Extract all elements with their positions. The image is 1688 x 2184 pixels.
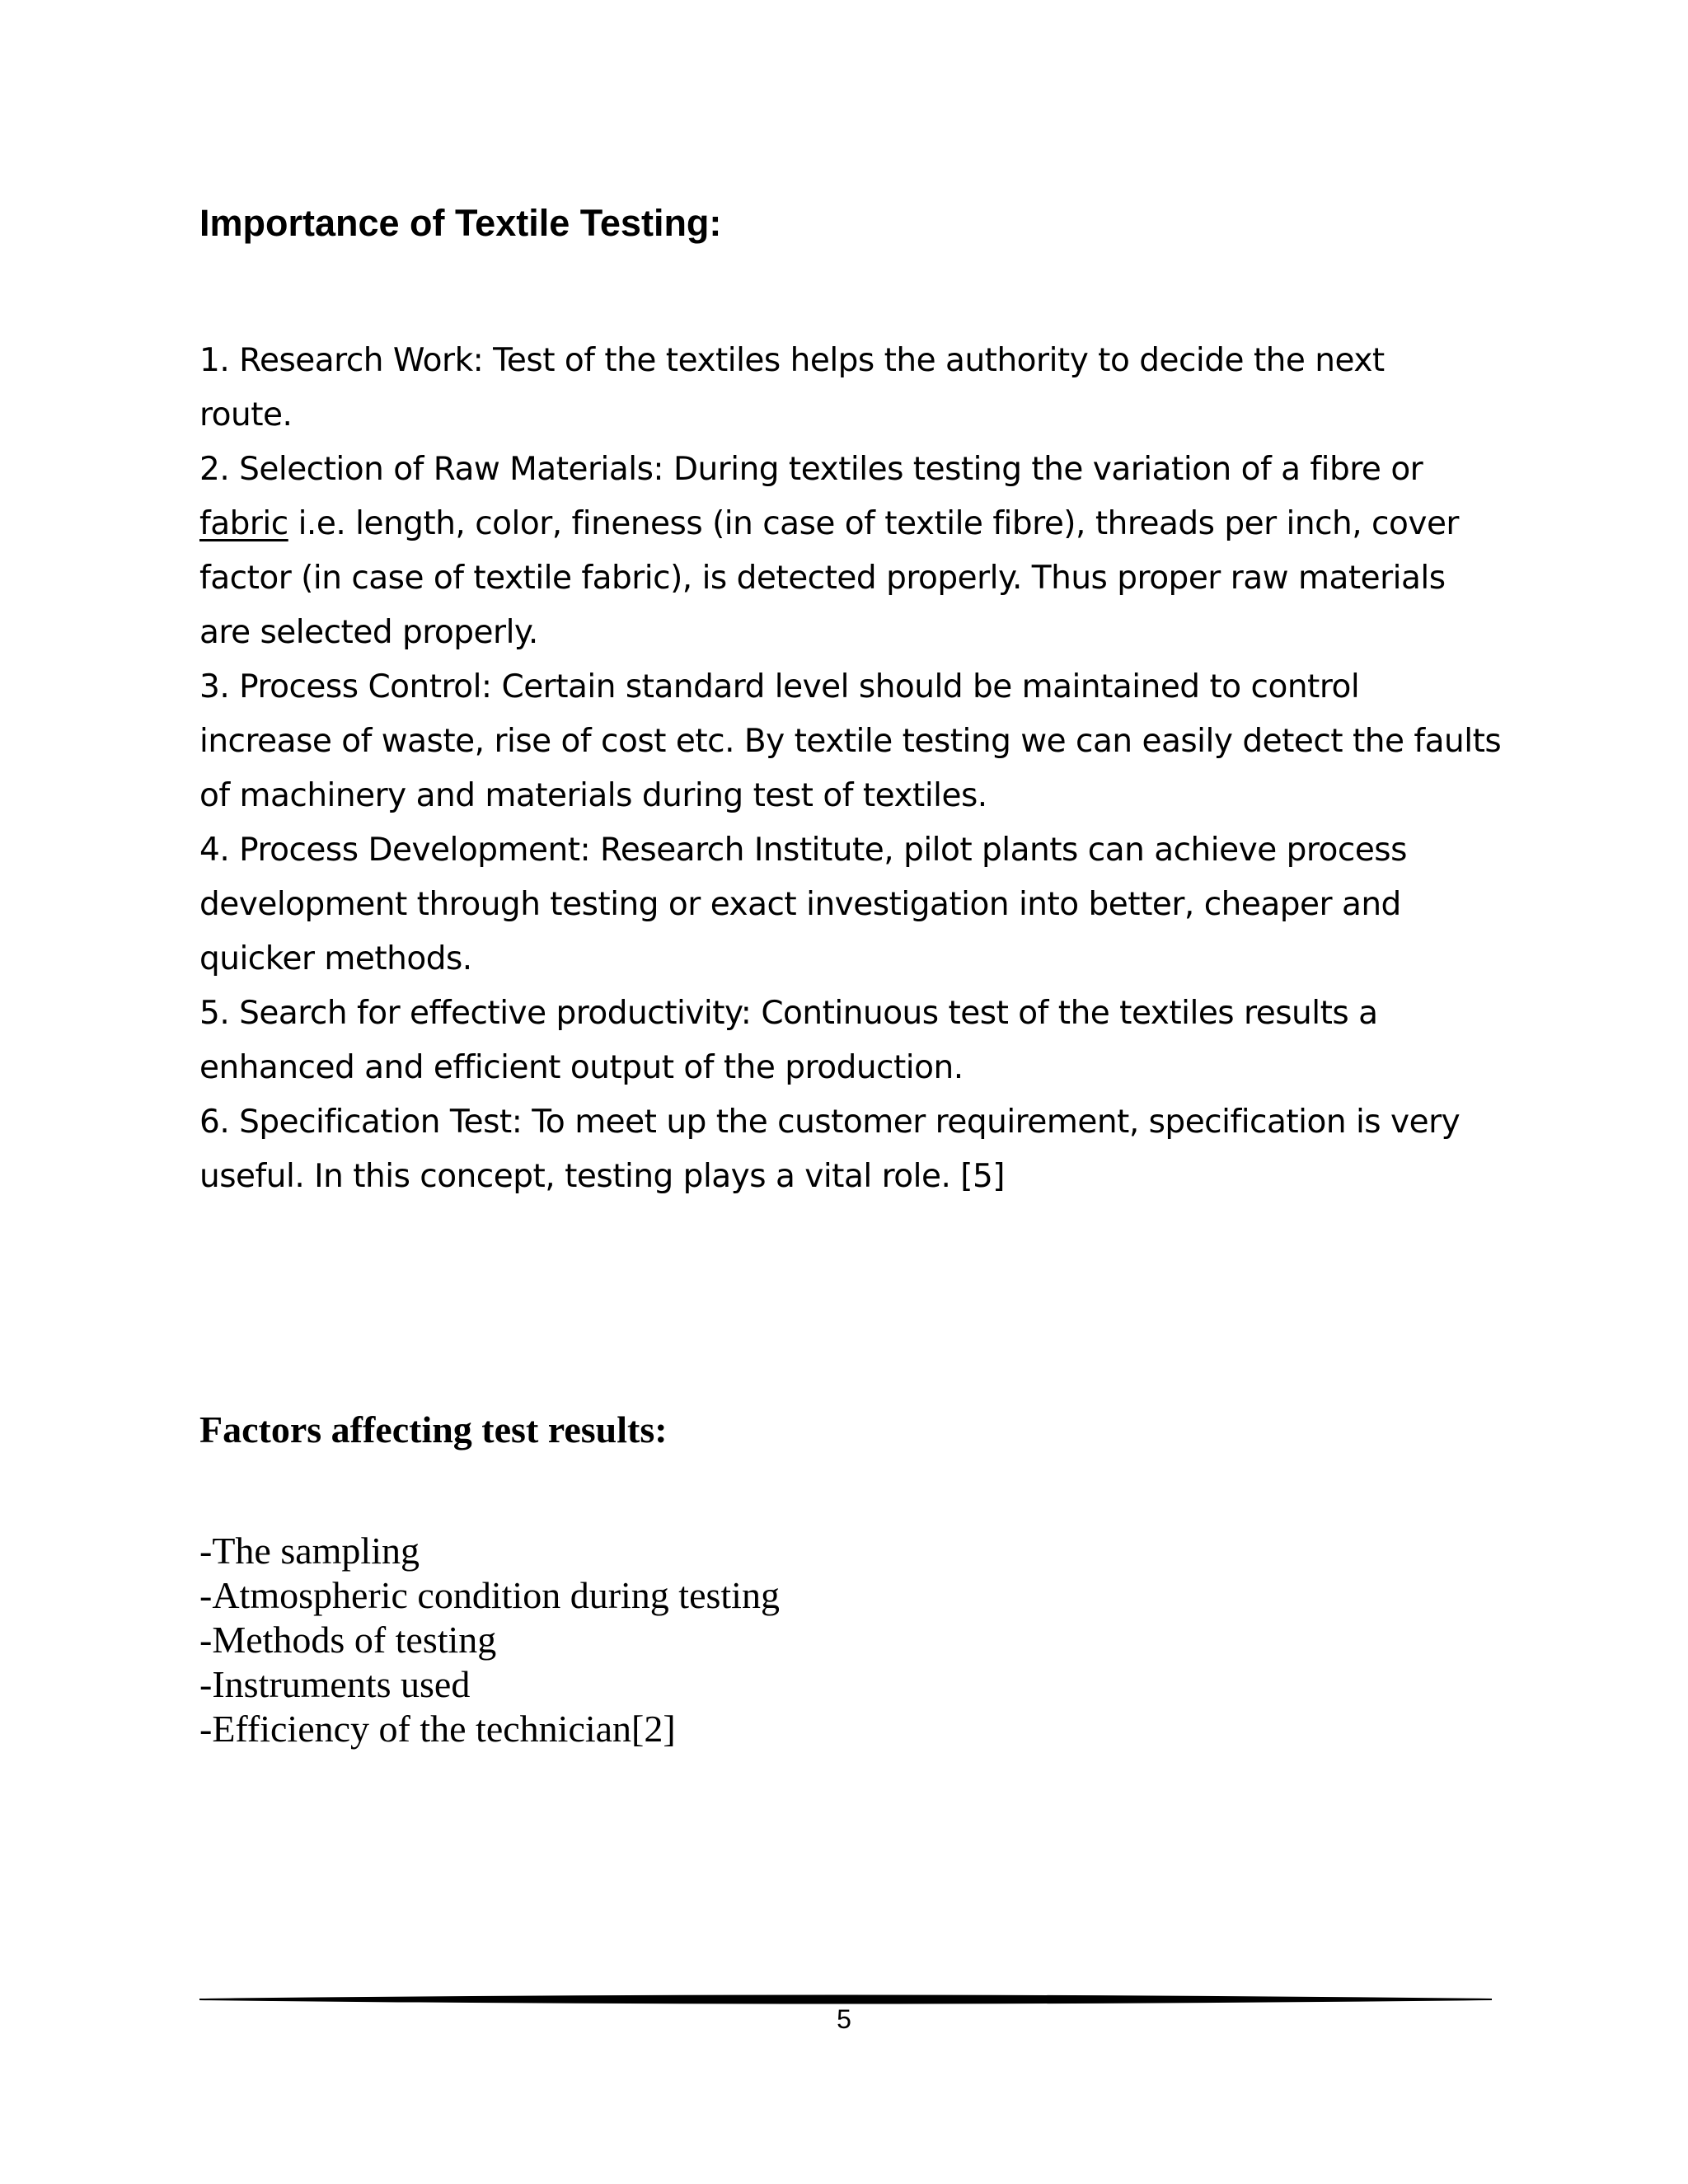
body-line-rest: i.e. length, color, fineness (in case of textile fibre), threads per inch, cover: [288, 505, 1459, 542]
body-line: of machinery and materials during test of textiles.: [199, 777, 987, 814]
body-line: 4. Process Development: Research Institute, pilot plants can achieve process: [199, 832, 1407, 869]
body-line: 5. Search for effective productivity: Continuous test of the textiles results a: [199, 995, 1378, 1032]
page-number: 5: [837, 2004, 851, 2034]
body-line: factor (in case of textile fabric), is detected properly. Thus proper raw materials: [199, 560, 1446, 597]
body-line: development through testing or exact investigation into better, cheaper and: [199, 886, 1401, 923]
list-item: -Methods of testing: [199, 1619, 497, 1661]
body-line: [199, 497, 1502, 551]
list-item: -The sampling: [199, 1530, 420, 1572]
body-line: quicker methods.: [199, 940, 472, 977]
body-line: increase of waste, rise of cost etc. By textile testing we can easily detect the faults: [199, 723, 1502, 760]
section-heading-factors: Factors affecting test results:: [199, 1408, 668, 1451]
body-line: useful. In this concept, testing plays a vital role. [5]: [199, 1158, 1006, 1195]
body-line: 6. Specification Test: To meet up the customer requirement, specification is very: [199, 1104, 1461, 1141]
list-item: -Efficiency of the technician[2]: [199, 1708, 676, 1750]
body-line: 3. Process Control: Certain standard level should be maintained to control: [199, 668, 1360, 705]
body-line: route.: [199, 396, 293, 434]
list-item: -Instruments used: [199, 1663, 471, 1705]
factors-list: [199, 1529, 780, 1751]
body-line: 1. Research Work: Test of the textiles helps the authority to decide the next: [199, 342, 1385, 379]
list-item: -Atmospheric condition during testing: [199, 1574, 780, 1616]
underlined-word-fabric: fabric: [199, 505, 288, 542]
body-line: are selected properly.: [199, 614, 538, 651]
importance-body: [199, 334, 1502, 1204]
body-line: 2. Selection of Raw Materials: During textiles testing the variation of a fibre or: [199, 451, 1423, 488]
body-line: enhanced and efficient output of the production.: [199, 1049, 964, 1086]
section-heading-importance: Importance of Textile Testing:: [199, 202, 722, 244]
